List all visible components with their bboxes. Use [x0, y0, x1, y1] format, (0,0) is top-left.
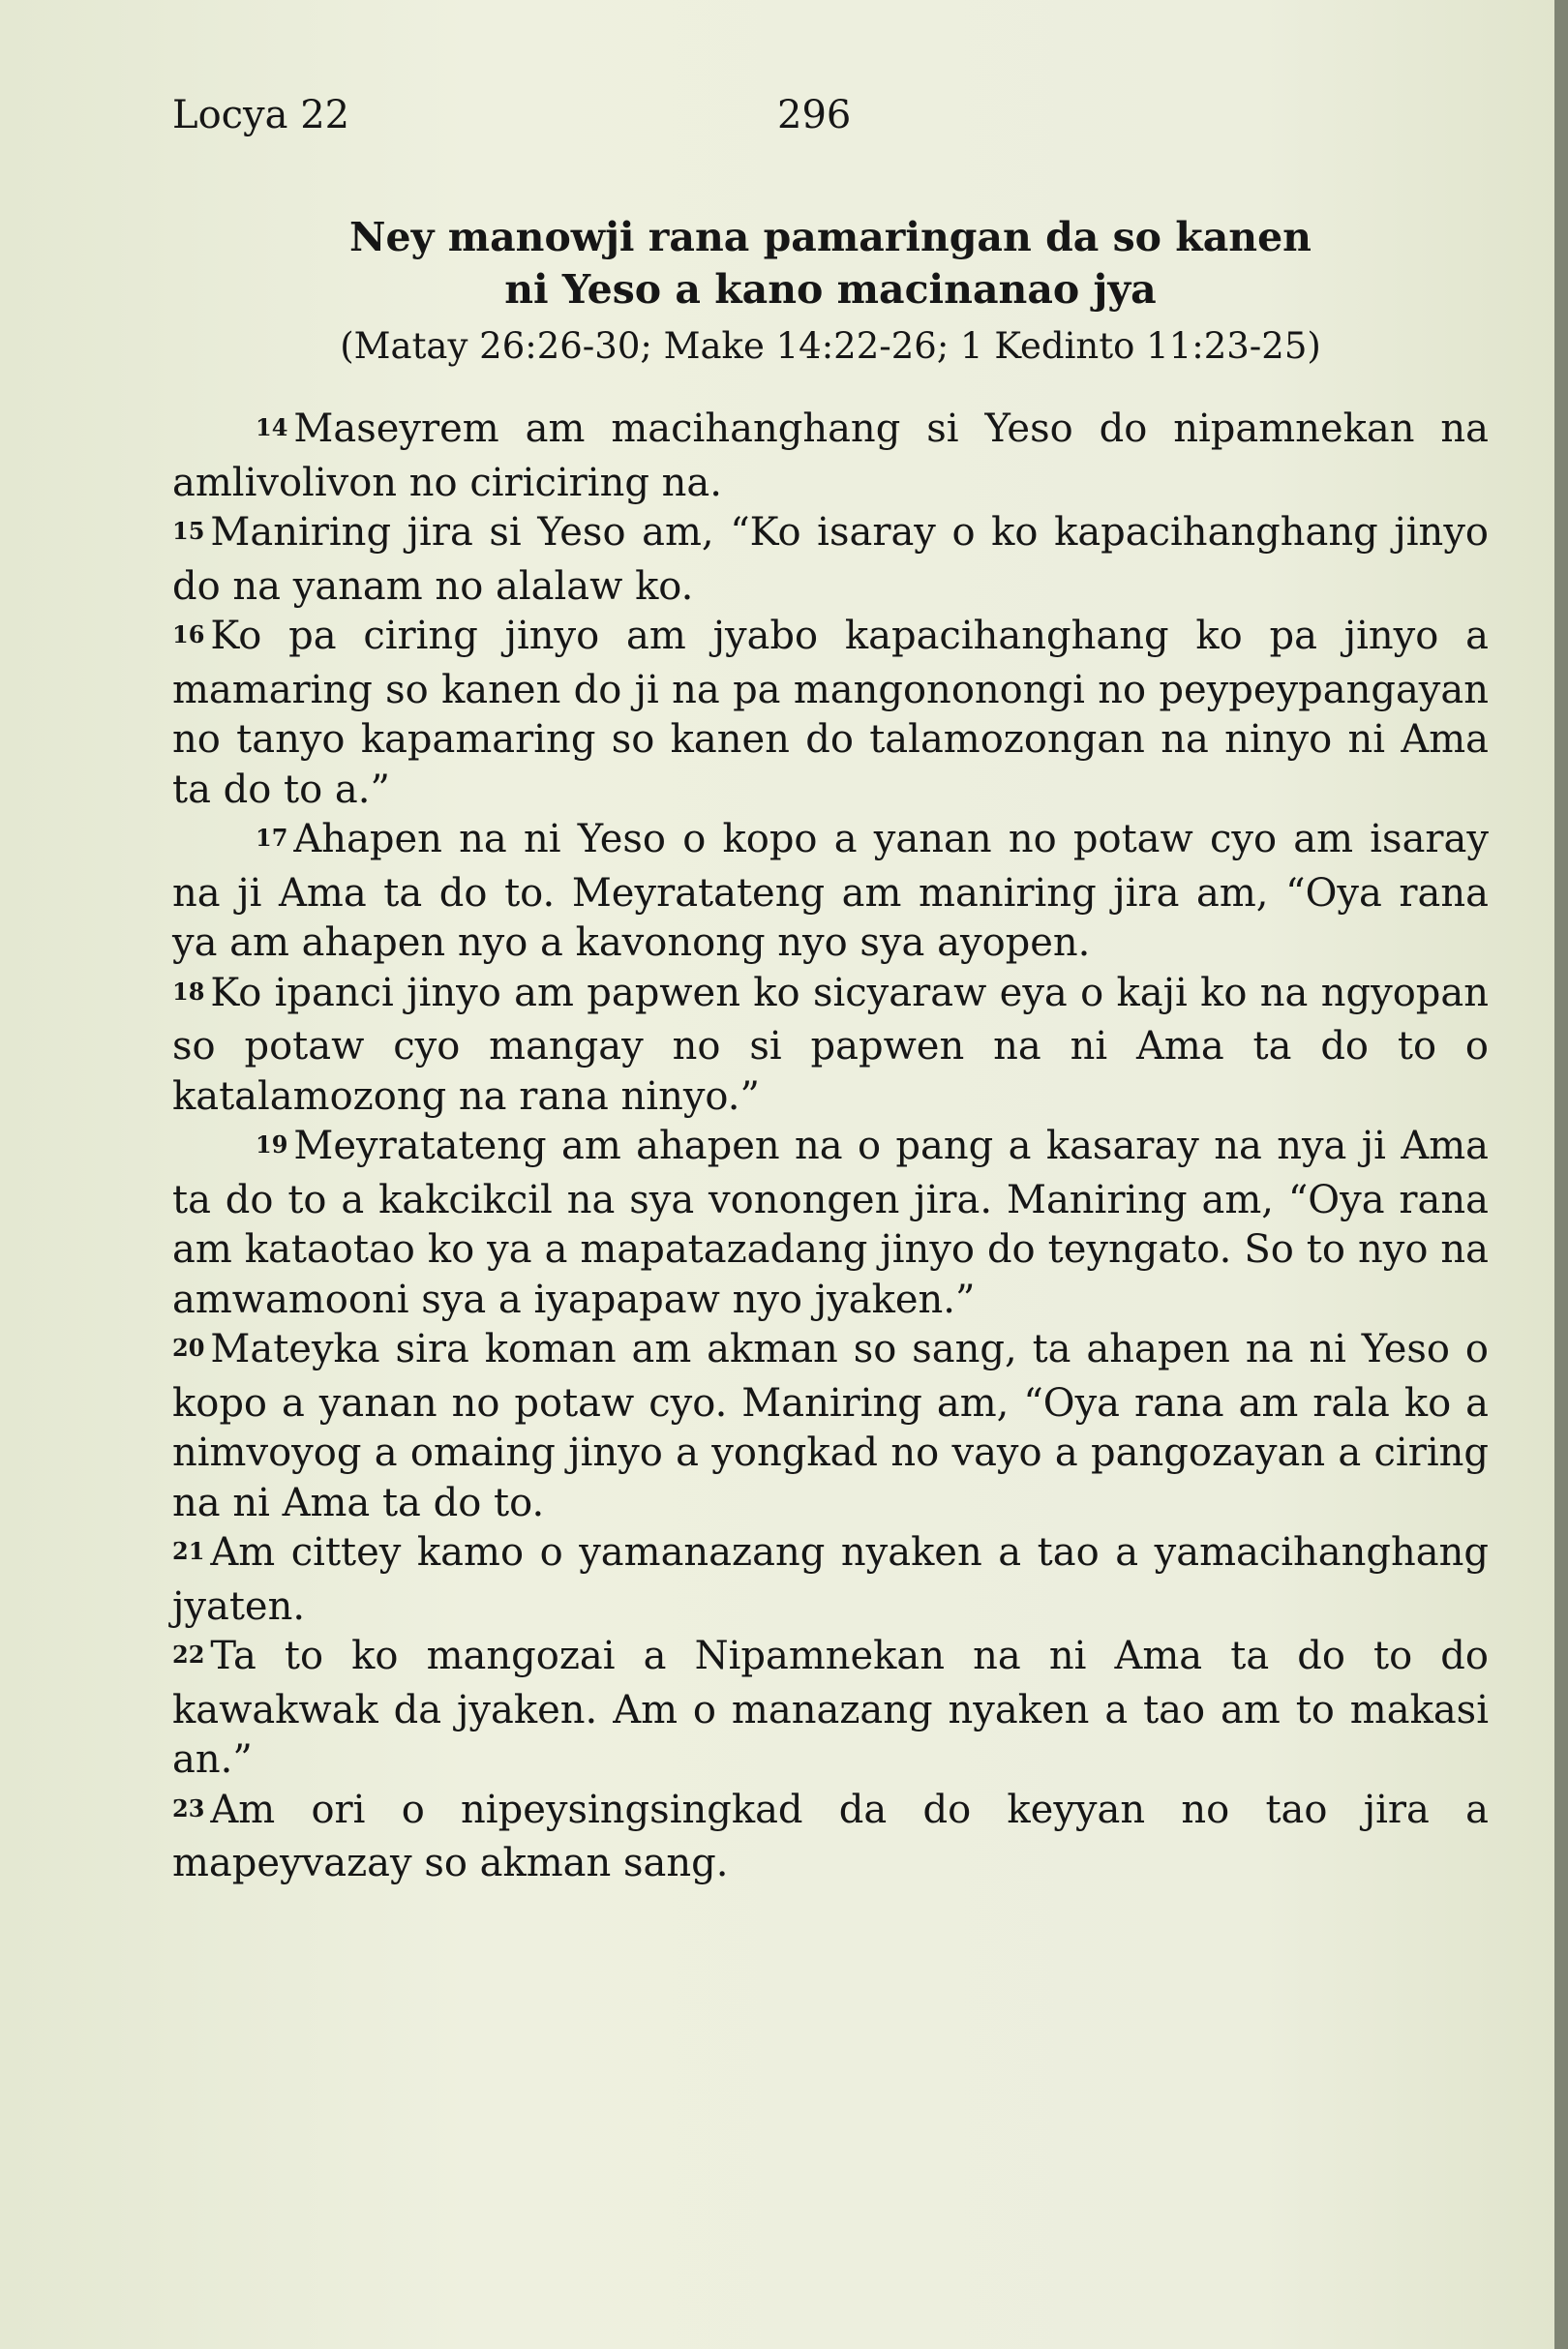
verse-text: Maniring jira si Yeso am, “Ko isaray o ko kapacihanghang jinyo do na yanam no alalaw ko.: [172, 510, 1489, 609]
verse-23: [172, 1786, 1489, 1889]
verse-text: Meyratateng am ahapen na o pang a kasaray na nya ji Ama ta do to a kakcikcil na sya vonongen jira. Maniring am, “Oya rana am kataotao ko ya a mapatazadang jinyo do teyngato. So to nyo na amwamooni sya a iyapapaw nyo jyaken.”: [172, 1124, 1489, 1322]
verse-22: [172, 1632, 1489, 1786]
verse-text: Am ori o nipeysingsingkad da do keyyan no tao jira a mapeyvazay so akman sang.: [172, 1787, 1489, 1885]
page-header: [172, 93, 1489, 151]
verse-number: 15: [172, 517, 205, 545]
verse-14: [172, 405, 1489, 508]
verse-number: 21: [172, 1537, 205, 1565]
section-heading: [172, 211, 1489, 374]
verse-text: Mateyka sira koman am akman so sang, ta ahapen na ni Yeso o kopo a yanan no potaw cyo. Maniring am, “Oya rana am rala ko a nimvoyog a omaing jinyo a yongkad no vayo a pangozayan a ciring na ni Ama ta do to.: [172, 1327, 1489, 1525]
verse-18: [172, 969, 1489, 1123]
verse-text: Ko ipanci jinyo am papwen ko sicyaraw eya o kaji ko na ngyopan so potaw cyo mangay no si papwen na ni Ama ta do to o katalamozong na rana ninyo.”: [172, 970, 1489, 1119]
page-edge-shadow: [1554, 0, 1568, 2349]
verse-text: Ko pa ciring jinyo am jyabo kapacihanghang ko pa jinyo a mamaring so kanen do ji na pa mangononongi no peypeypangayan no tanyo kapamaring so kanen do talamozongan na ninyo ni Ama ta do to a.”: [172, 614, 1489, 812]
verse-20: [172, 1325, 1489, 1528]
verse-15: [172, 508, 1489, 612]
verse-number: 23: [172, 1793, 205, 1822]
verse-17: [172, 815, 1489, 969]
verse-number: 22: [172, 1641, 205, 1669]
verse-number: 17: [256, 824, 288, 852]
verse-number: 14: [256, 413, 288, 441]
heading-line-2: ni Yeso a kano macinanao jya: [504, 266, 1157, 313]
running-head: Locya 22: [172, 93, 350, 137]
verse-text: Ahapen na ni Yeso o kopo a yanan no potaw cyo am isaray na ji Ama ta do to. Meyratateng am maniring jira am, “Oya rana ya am ahapen nyo a kavonong nyo sya ayopen.: [172, 817, 1489, 965]
verse-number: 20: [172, 1334, 205, 1362]
verse-21: [172, 1528, 1489, 1632]
verse-text: Maseyrem am macihanghang si Yeso do nipamnekan na amlivolivon no ciriciring na.: [172, 407, 1489, 505]
page-number: 296: [777, 93, 852, 137]
heading-line-1: Ney manowji rana pamaringan da so kanen: [349, 214, 1312, 260]
verse-19: [172, 1122, 1489, 1325]
verse-text: Ta to ko mangozai a Nipamnekan na ni Ama ta do to do kawakwak da jyaken. Am o manazang nyaken a tao am to makasi an.”: [172, 1634, 1489, 1782]
verse-number: 19: [256, 1130, 288, 1159]
verse-number: 16: [172, 620, 205, 648]
verse-list: [172, 405, 1489, 1889]
cross-reference: (Matay 26:26-30; Make 14:22-26; 1 Kedinto 11:23-25): [340, 325, 1321, 367]
verse-16: [172, 612, 1489, 815]
verse-text: Am cittey kamo o yamanazang nyaken a tao a yamacihanghang jyaten.: [172, 1530, 1489, 1629]
verse-number: 18: [172, 977, 205, 1006]
